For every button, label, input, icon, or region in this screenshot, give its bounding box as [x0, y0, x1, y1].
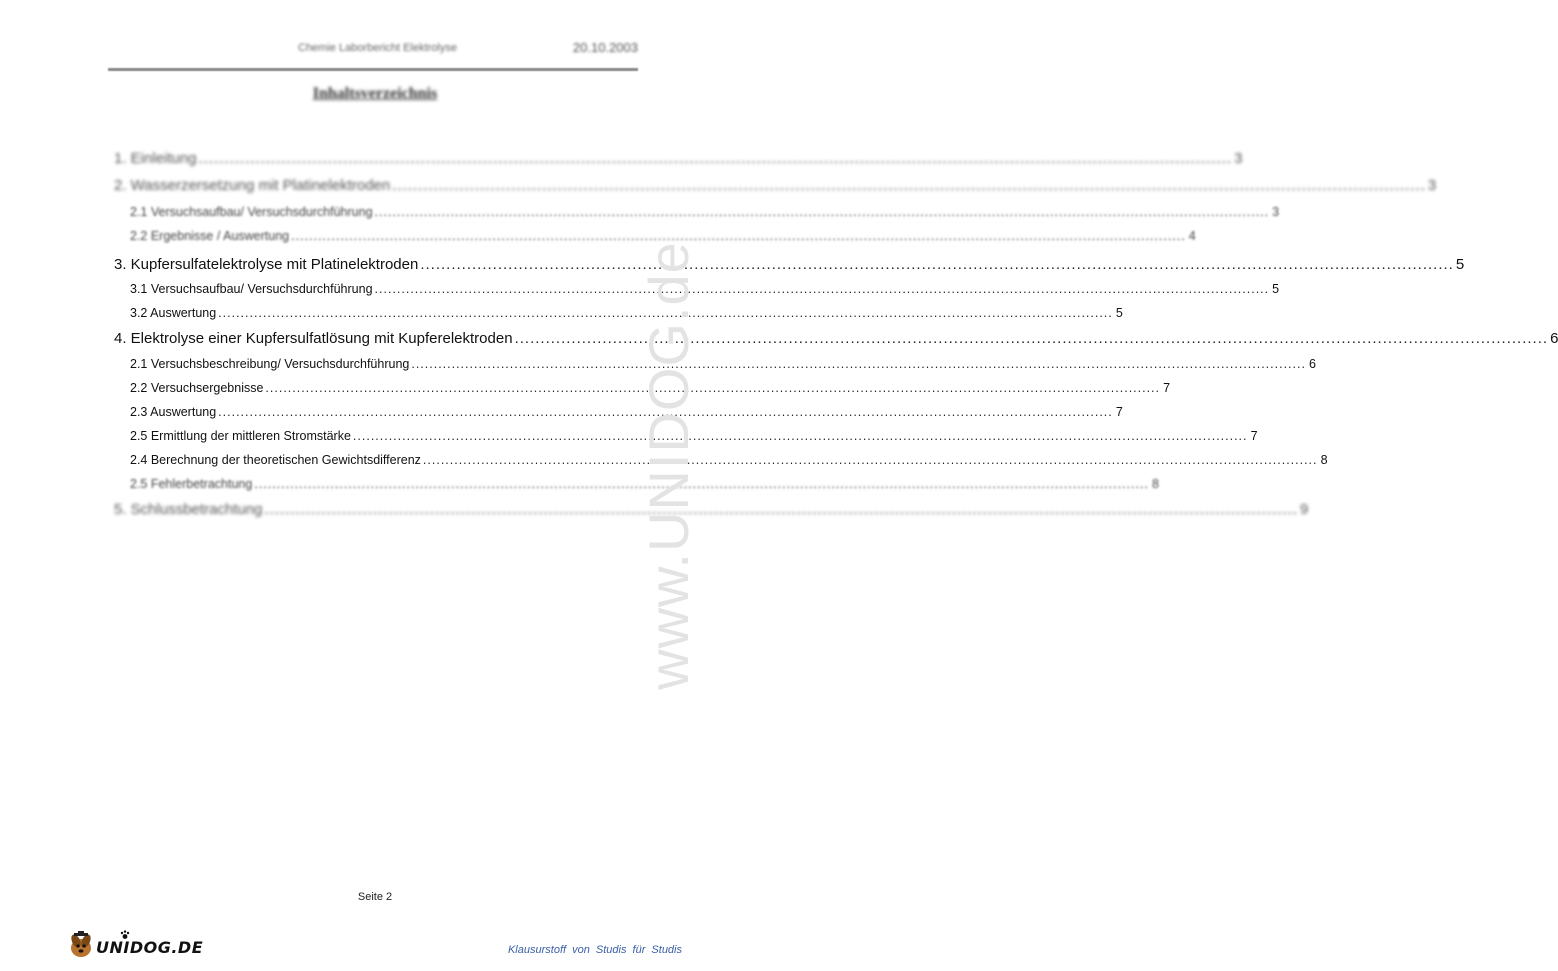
toc-entry [130, 453, 1328, 467]
toc-entry-title: 2.5 Fehlerbetrachtung [130, 477, 253, 491]
toc-entry-title: 2.1 Versuchsbeschreibung/ Versuchsdurchführung [130, 357, 410, 371]
toc-page-number: 8 [1320, 453, 1328, 467]
toc-entry [130, 429, 1258, 443]
toc-entry-title: 2.1 Versuchsaufbau/ Versuchsdurchführung [130, 205, 373, 219]
toc-entry [130, 282, 1280, 296]
toc-entry [130, 477, 1159, 491]
toc-entry [130, 229, 1196, 243]
page-number: Seite 2 [357, 891, 393, 903]
toc-entry [130, 306, 1123, 320]
toc-entry [114, 501, 1309, 518]
toc-entry-title: 4. Elektrolyse einer Kupfersulfatlösung mit Kupferelektroden [114, 330, 513, 347]
toc-page-number: 7 [1163, 381, 1171, 395]
toc-page-number: 5 [1455, 256, 1465, 273]
watermark-text: www.UNIDOG.de [636, 240, 700, 690]
toc-leader-dots: ........................................................................................................................................................................................................ [218, 405, 1113, 419]
toc-entry [114, 330, 1558, 347]
toc-leader-dots: ........................................................................................................................................................................................................ [411, 357, 1306, 371]
toc-entry [130, 405, 1123, 419]
logo-wordmark: UNIDOG.DE [96, 938, 204, 957]
toc-leader-dots: ........................................................................................................................................................................................................ [392, 177, 1426, 194]
dog-mascot-icon [66, 930, 96, 960]
toc-entry-title: 2.2 Versuchsergebnisse [130, 381, 264, 395]
toc-page-number: 6 [1309, 357, 1316, 371]
toc-entry-title: 2.5 Ermittlung der mittleren Stromstärke [130, 429, 351, 443]
toc-entry-title: 2.2 Ergebnisse / Auswertung [130, 229, 290, 243]
toc-leader-dots: ........................................................................................................................................................................................................ [198, 150, 1233, 167]
toc-entry [130, 357, 1316, 371]
toc-leader-dots: ........................................................................................................................................................................................................ [264, 501, 1298, 518]
toc-leader-dots: ........................................................................................................................................................................................................ [254, 477, 1149, 491]
toc-page-number: 7 [1250, 429, 1258, 443]
toc-page-number: 4 [1188, 229, 1196, 243]
toc-page-number: 5 [1115, 306, 1123, 320]
toc-entry-title: 3. Kupfersulfatelektrolyse mit Platinelektroden [114, 256, 419, 273]
toc-leader-dots: ........................................................................................................................................................................................................ [374, 205, 1270, 219]
toc-page-number: 3 [1427, 177, 1437, 194]
toc-page-number: 3 [1234, 150, 1243, 167]
header-document-title: Chemie Laborbericht Elektrolyse [298, 42, 457, 54]
toc-entry-title: 2.4 Berechnung der theoretischen Gewichtsdifferenz [130, 453, 421, 467]
toc-entry-title: 1. Einleitung [114, 150, 197, 167]
toc-leader-dots: ........................................................................................................................................................................................................ [374, 282, 1270, 296]
unidog-logo [66, 928, 204, 962]
toc-page-number: 5 [1272, 282, 1280, 296]
toc-page-number: 3 [1272, 205, 1280, 219]
toc-leader-dots: ........................................................................................................................................................................................................ [514, 330, 1549, 347]
toc-entry-title: 3.2 Auswertung [130, 306, 217, 320]
toc-entry [114, 150, 1243, 167]
toc-entry-title: 2.3 Auswertung [130, 405, 217, 419]
toc-leader-dots: ........................................................................................................................................................................................................ [291, 229, 1186, 243]
toc-page-number: 9 [1299, 501, 1309, 518]
page-header [108, 38, 638, 62]
footer-tagline: Klausurstoff von Studis für Studis [507, 944, 682, 956]
toc-page-number: 6 [1550, 330, 1558, 347]
toc-entry-title: 2. Wasserzersetzung mit Platinelektroden [114, 177, 391, 194]
toc-leader-dots: ........................................................................................................................................................................................................ [420, 256, 1454, 273]
toc-entry [114, 256, 1465, 273]
toc-leader-dots: ........................................................................................................................................................................................................ [218, 306, 1113, 320]
toc-entry [130, 205, 1280, 219]
toc-entry-title: 3.1 Versuchsaufbau/ Versuchsdurchführung [130, 282, 373, 296]
toc-leader-dots: ........................................................................................................................................................................................................ [265, 381, 1161, 395]
toc-leader-dots: ........................................................................................................................................................................................................ [422, 453, 1318, 467]
header-date: 20.10.2003 [572, 40, 638, 55]
toc-entry [114, 177, 1437, 194]
toc-heading: Inhaltsverzeichnis [312, 85, 438, 102]
toc-entry-title: 5. Schlussbetrachtung [114, 501, 263, 518]
header-divider [108, 68, 638, 71]
watermark [628, 240, 708, 690]
toc-entry [130, 381, 1171, 395]
toc-leader-dots: ........................................................................................................................................................................................................ [352, 429, 1248, 443]
toc-page-number: 7 [1115, 405, 1123, 419]
toc-page-number: 8 [1151, 477, 1159, 491]
